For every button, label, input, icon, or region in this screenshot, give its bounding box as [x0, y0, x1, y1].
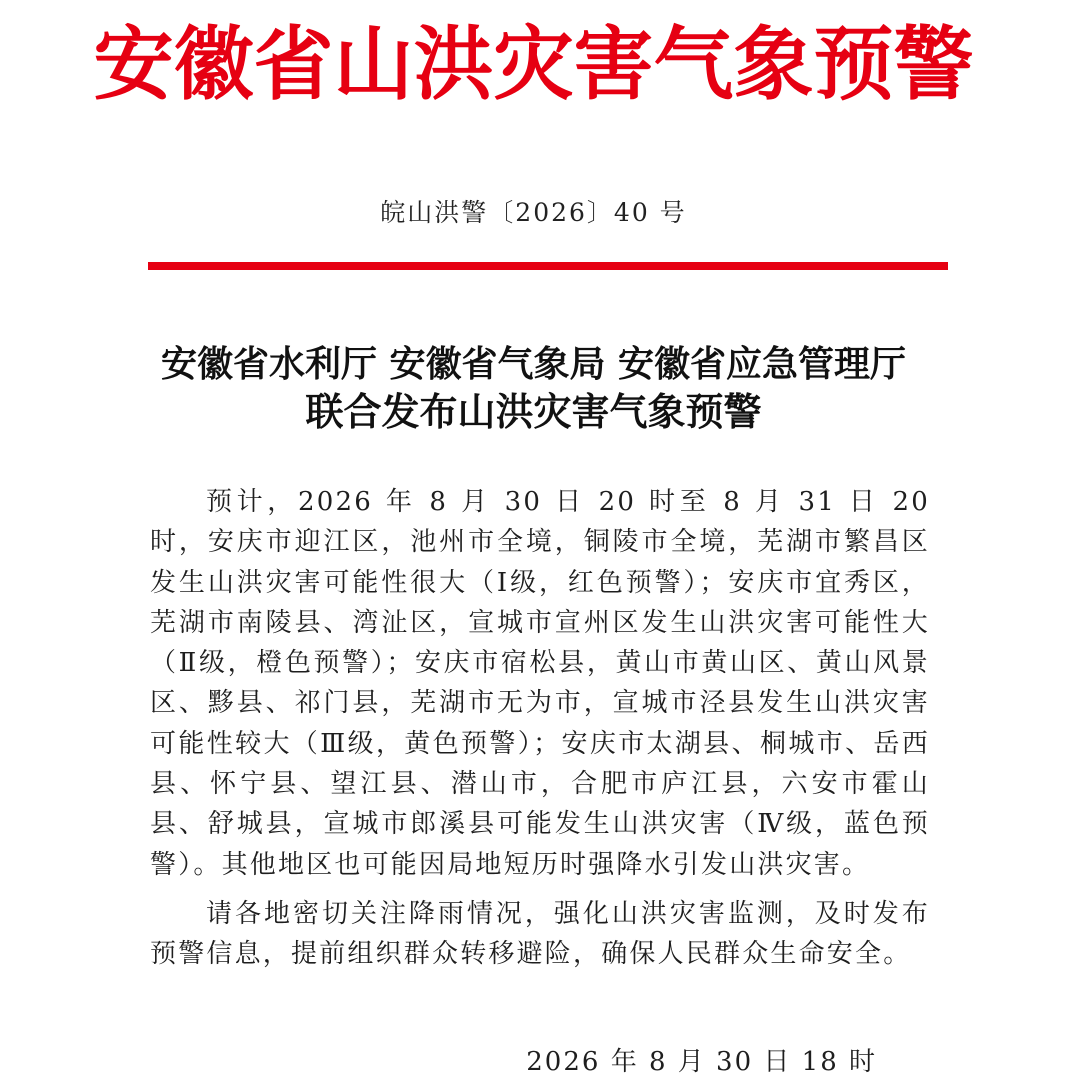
masthead-title: 安徽省山洪灾害气象预警: [93, 17, 974, 111]
document-number: 皖山洪警〔2026〕40 号: [380, 198, 687, 227]
issue-date: 2026 年 8 月 30 日 18 时: [526, 1047, 877, 1077]
body-paragraph-instructions: 请各地密切关注降雨情况，强化山洪灾害监测，及时发布预警信息，提前组织群众转移避险，确保人民群众生命安全。: [150, 899, 930, 970]
body-paragraph-forecast: 预计，2026 年 8 月 30 日 20 时至 8 月 31 日 20 时，安庆市迎江区，池州市全境，铜陵市全境，芜湖市繁昌区发生山洪灾害可能性很大（Ⅰ级，红色预警）；安庆市宜秀区，芜湖市南陵县、湾沚区，宣城市宣州区发生山洪灾害可能性大（Ⅱ级，橙色预警）；安庆市宿松县，黄山市黄山区、黄山风景区、黟县、祁门县，芜湖市无为市，宣城市泾县发生山洪灾害可能性较大（Ⅲ级，黄色预警）；安庆市太湖县、桐城市、岳西县、怀宁县、望江县、潜山市，合肥市庐江县，六安市霍山县、舒城县，宣城市郎溪县可能发生山洪灾害（Ⅳ级，蓝色预警）。其他地区也可能因局地短历时强降水引发山洪灾害。: [150, 487, 930, 880]
title-issuers: 安徽省水利厅 安徽省气象局 安徽省应急管理厅: [160, 343, 907, 385]
red-divider-rule: [148, 262, 948, 270]
document-title: [0, 340, 1067, 436]
title-subject: 联合发布山洪灾害气象预警: [305, 389, 762, 434]
